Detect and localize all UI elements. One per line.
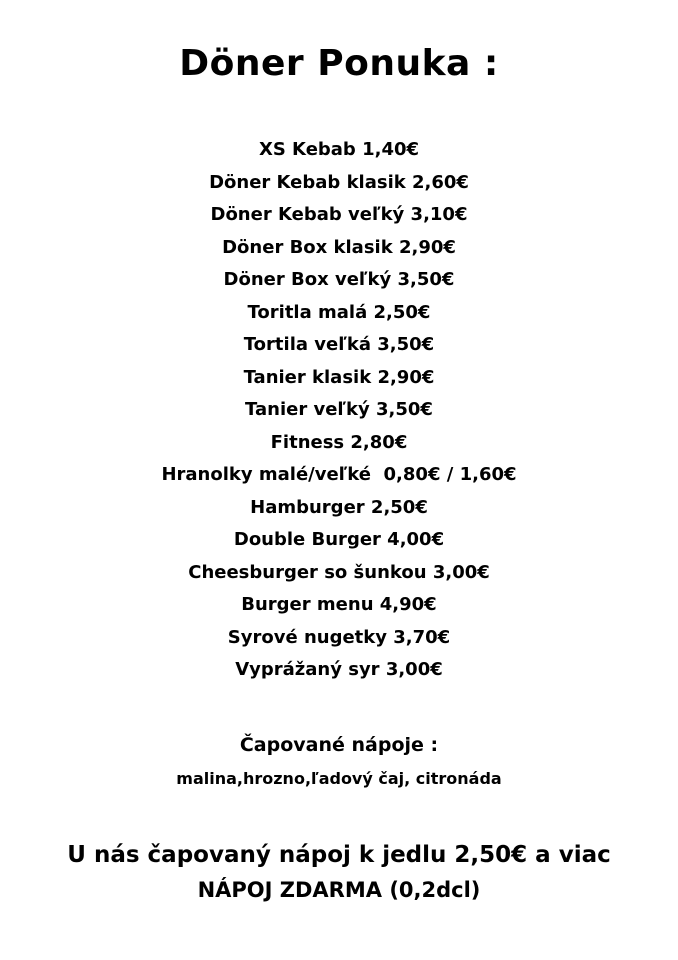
menu-item: XS Kebab 1,40€ (258, 139, 420, 160)
drinks-heading: Čapované nápoje : (239, 734, 439, 756)
drinks-flavors: malina,hrozno,ľadový čaj, citronáda (176, 769, 502, 788)
promo-free-drink: NÁPOJ ZDARMA (0,2dcl) (197, 878, 481, 902)
menu-item: Burger menu 4,90€ (241, 594, 437, 615)
menu-item: Hranolky malé/veľké 0,80€ / 1,60€ (161, 464, 517, 485)
menu-item: Döner Kebab klasik 2,60€ (209, 171, 469, 193)
menu-item: Double Burger 4,00€ (233, 529, 445, 550)
page-title: Döner Ponuka : (179, 43, 499, 84)
menu-item: Vyprážaný syr 3,00€ (235, 659, 443, 680)
menu-item: Hamburger 2,50€ (250, 496, 428, 518)
menu-list (0, 134, 678, 687)
menu-item: Tortila veľká 3,50€ (243, 334, 435, 355)
menu-item: Tanier veľký 3,50€ (245, 399, 433, 420)
menu-item: Döner Box klasik 2,90€ (222, 236, 456, 258)
menu-item: Döner Kebab veľký 3,10€ (210, 204, 468, 225)
menu-item: Syrové nugetky 3,70€ (227, 626, 451, 648)
menu-item: Toritla malá 2,50€ (247, 301, 431, 323)
menu-item: Cheesburger so šunkou 3,00€ (188, 561, 490, 583)
menu-item: Fitness 2,80€ (270, 431, 408, 453)
promo-line: U nás čapovaný nápoj k jedlu 2,50€ a viac (67, 842, 611, 868)
menu-item: Döner Box veľký 3,50€ (223, 269, 455, 290)
menu-item: Tanier klasik 2,90€ (243, 366, 435, 388)
